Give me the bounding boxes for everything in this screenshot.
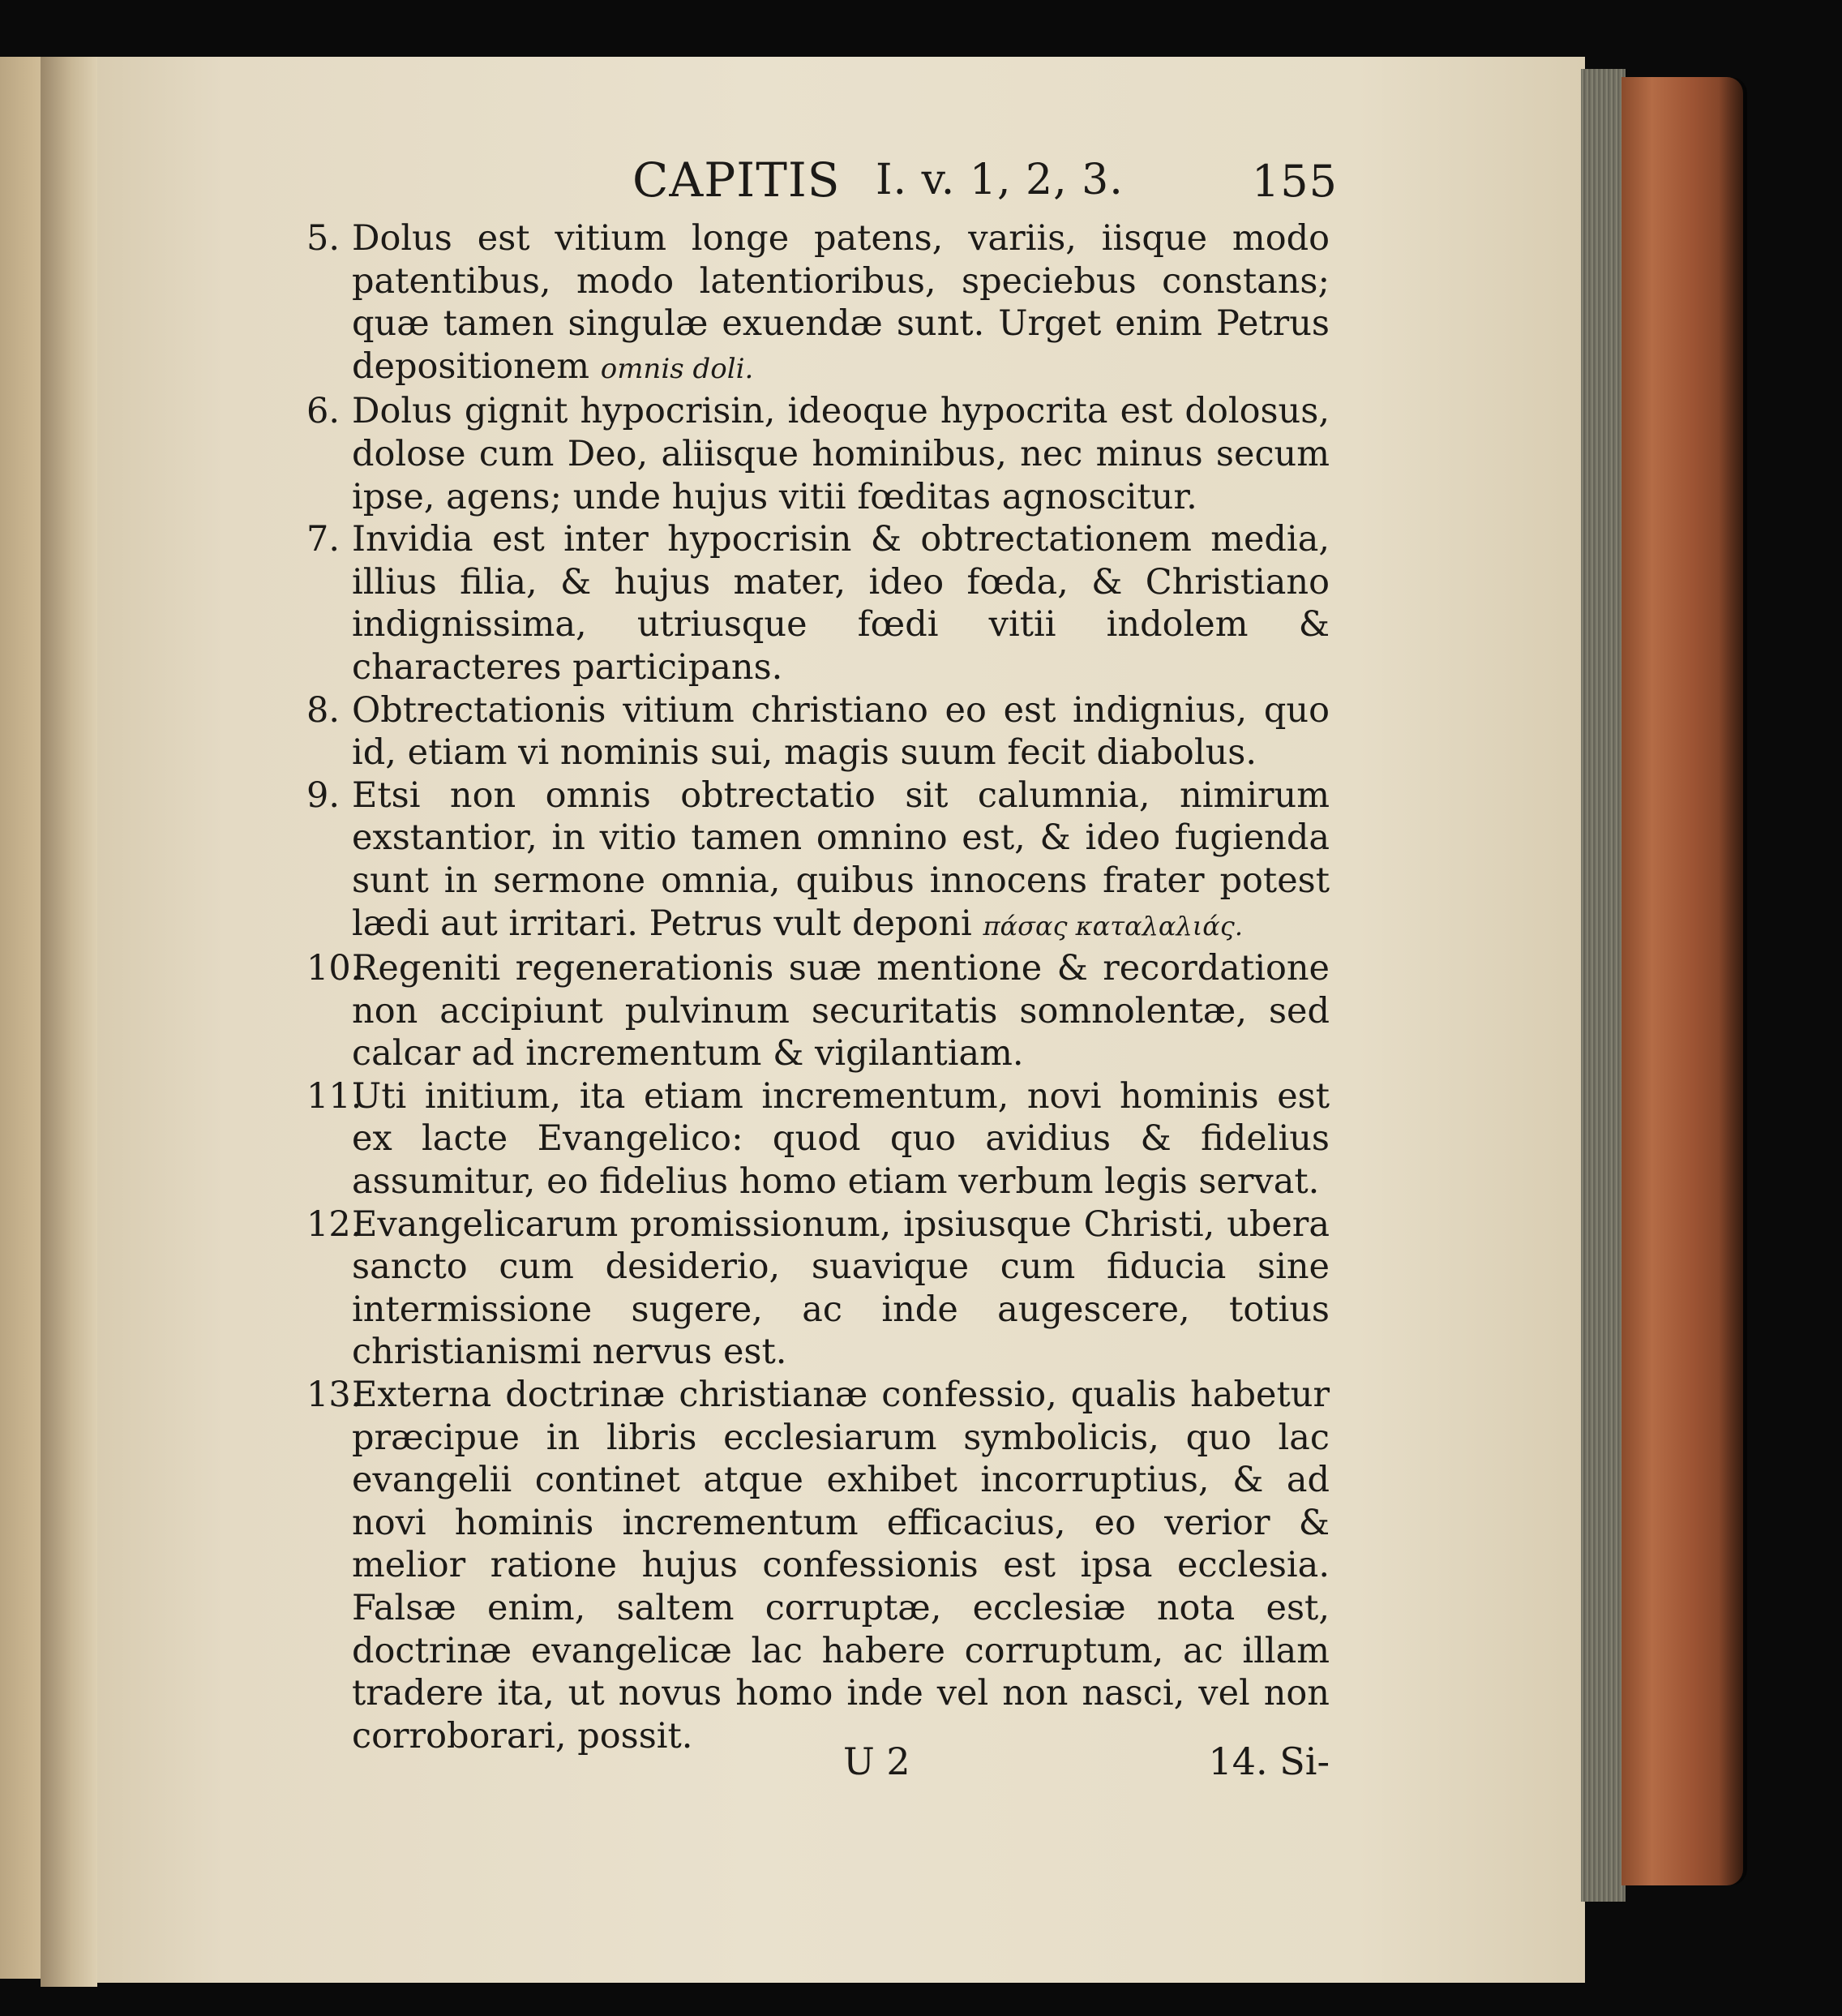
entry-text: Uti initium, ita etiam incrementum, novi hominis est ex lacte Evangelico: quod quo avidius & fidelius assumitur, eo fidelius homo etiam verbum legis servat. — [352, 1075, 1330, 1203]
entry-number: 9. — [306, 774, 341, 816]
entry-emphasis: omnis doli. — [600, 352, 754, 385]
entry-number: 5. — [306, 218, 341, 259]
entry-text: Obtrectationis vitium christiano eo est indignius, quo id, etiam vi nominis sui, magis suum fecit diabolus. — [352, 689, 1330, 774]
entry-text: Invidia est inter hypocrisin & obtrectationem media, illius filia, & hujus mater, ideo fœda, & Christiano indignissima, utriusque fœdi vitii indolem & characteres participans. — [352, 519, 1330, 688]
entry-number: 11. — [306, 1075, 362, 1117]
running-header — [632, 152, 1338, 217]
catchword: 14. Si- — [1208, 1739, 1330, 1783]
entry-text: Externa doctrinæ christianæ confessio, qualis habetur præcipue in libris ecclesiarum symbolicis, quo lac evangelii continet atque exhibet incorruptius, & ad novi hominis incrementum efficacius, eo verior & melior ratione hujus confessionis est ipsa ecclesia. Falsæ enim, saltem corruptæ, ecclesiæ nota est, doctrinæ evangelicæ lac habere corruptum, ac illam tradere ita, ut novus homo inde vel non nasci, vel non corroborari, possit. — [352, 1375, 1330, 1756]
entry-6 — [306, 390, 1330, 518]
header-title: CAPITIS — [632, 152, 841, 208]
entry-12 — [306, 1203, 1330, 1374]
signature-mark: U 2 — [843, 1739, 910, 1783]
entry-text: Dolus gignit hypocrisin, ideoque hypocrita est dolosus, dolose cum Deo, aliisque hominibus, nec minus secum ipse, agens; unde hujus vitii fœditas agnoscitur. — [352, 391, 1330, 517]
gutter-shadow — [41, 57, 97, 1987]
header-reference: I. v. 1, 2, 3. — [876, 156, 1124, 204]
entry-13 — [306, 1374, 1330, 1757]
entry-text: Dolus est vitium longe patens, variis, iisque modo patentibus, modo latentioribus, speciebus constans; quæ tamen singulæ exuendæ sunt. Urget enim Petrus depositionem — [352, 218, 1330, 387]
greek-phrase: πάσας καταλαλιάς. — [983, 910, 1243, 942]
entry-list — [306, 217, 1330, 1757]
entry-number: 6. — [306, 391, 341, 432]
entry-number: 13. — [306, 1375, 362, 1416]
entry-number: 12. — [306, 1203, 362, 1245]
entry-7 — [306, 518, 1330, 688]
entry-8 — [306, 689, 1330, 774]
entry-text: Evangelicarum promissionum, ipsiusque Christi, ubera sancto cum desiderio, suavique cum fiducia sine intermissione sugere, ac inde augescere, totius christianismi nervus est. — [352, 1203, 1330, 1373]
entry-11 — [306, 1075, 1330, 1203]
entry-9 — [306, 774, 1330, 947]
entry-number: 8. — [306, 689, 341, 731]
entry-text: Etsi non omnis obtrectatio sit calumnia, nimirum exstantior, in vitio tamen omnino est, & ideo fugienda sunt in sermone omnia, quibus innocens frater potest lædi aut irritari. Petrus vult deponi — [352, 774, 1330, 944]
entry-number: 7. — [306, 519, 341, 560]
entry-text: Regeniti regenerationis suæ mentione & recordatione non accipiunt pulvinum securitatis somnolentæ, sed calcar ad incrementum & vigilantiam. — [352, 948, 1330, 1074]
page-number: 155 — [1251, 156, 1338, 207]
entry-number: 10. — [306, 948, 362, 989]
entry-5 — [306, 217, 1330, 390]
cover-shadow — [1719, 77, 1747, 1885]
page-footer — [843, 1739, 1330, 1796]
entry-10 — [306, 947, 1330, 1075]
page-edges — [1581, 69, 1626, 1902]
